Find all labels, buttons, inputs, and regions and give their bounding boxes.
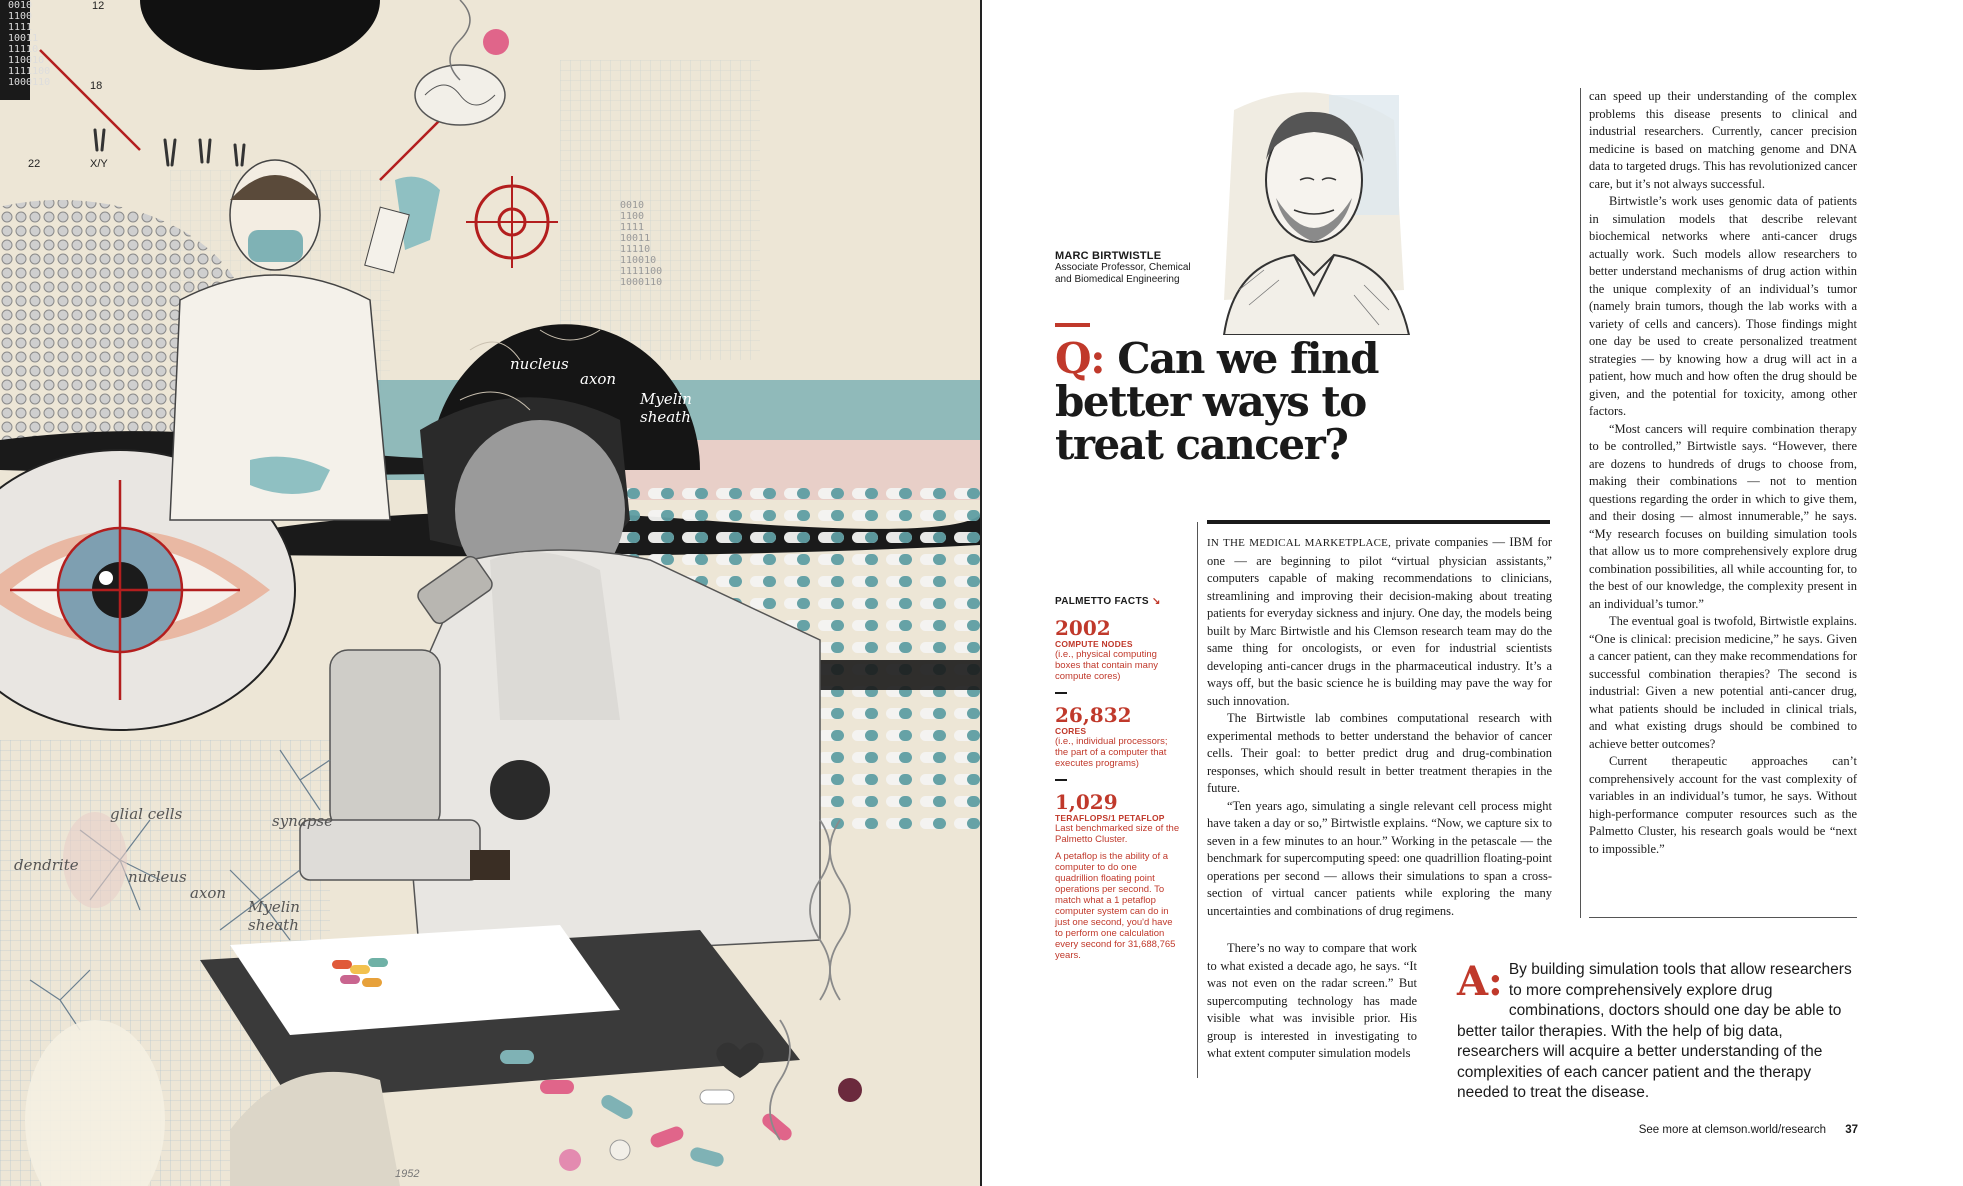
article-column-2 <box>1589 88 1857 858</box>
footer-link[interactable]: See more at clemson.world/research <box>1638 1124 1826 1136</box>
article-paragraph: Current therapeutic approaches can’t comprehensively account for the vast complexity of variables in an individual’s tumor, he says. Without high-performance computer resources such as the Palmetto Cluster, his research goals would be “next to impossible.” <box>1589 754 1857 856</box>
stamp-year: 1952 <box>395 1168 420 1180</box>
article-paragraph: Birtwistle’s work uses genomic data of patients in simulation models that describe relevant biochemical networks where anti-cancer drugs actually work. Such models allow researchers to better understand mechanisms of drug action within the unique complexity of an individual’s tumor (namely brain tumors, though the lab works with a variety of cells and cancers). Those findings might one day be used to create personalized treatment strategies — by knowing how a drug will act in a patient, how much and how often the drug should be given, and the potential for toxicity, among other factors. <box>1589 194 1857 418</box>
page-number: 37 <box>1845 1124 1858 1136</box>
fact-divider <box>1055 779 1067 781</box>
label-glial-cells: glial cells <box>110 805 183 823</box>
article-paragraph: can speed up their understanding of the complex problems this disease presents to clinical and industrial researchers. Currently, cancer precision medicine is based on matching genome and DNA data to targeted drugs. This has revolutionized cancer care, but it’s not always successful. <box>1589 89 1857 191</box>
binary-strip: 0010 1100 1111 10011 11110 110010 1111100 1000110 <box>8 0 51 88</box>
question-marker: Q: <box>1055 334 1105 383</box>
article-paragraph <box>1207 534 1552 710</box>
article-paragraph: The eventual goal is twofold, Birtwistle explains. “One is clinical: precision medicine,” he says. Given a cancer patient, can they make recommendations for successful combination therapies? The second is industrial: Given a new potential anti-cancer drug, what patients should be included in clinical trials, and what existing drugs should be combined to achieve better outcomes? <box>1589 614 1857 751</box>
fact-unit: COMPUTE NODES <box>1055 639 1133 649</box>
article-paragraph: There’s no way to compare that work to what existed a decade ago, he says. “It was not even on the radar screen.” But supercomputing technology has made visible what was invisible prior. His group is interested in investigating to what extent computer simulation models <box>1207 941 1417 1060</box>
article-page <box>982 0 1963 1186</box>
headline-accent-rule <box>1055 323 1090 327</box>
profile-title: Associate Professor, Chemical and Biomedical Engineering <box>1055 262 1191 285</box>
fact-item <box>1055 617 1180 682</box>
article-paragraph-text: private companies — IBM for one — are beginning to pilot “virtual physician assistants,” computers capable of making recommendations to clinicians, streamlining and improving their decision-making about treating patients for everyday sickness and injury. One day, the models being built by Marc Birtwistle and his Clemson research team may do the same thing for oncologists, or even for industrial scientists developing anti-cancer drugs in the pharmaceutical industry. It’s a ways off, but the basic science he is building may pave the way for such innovation. <box>1207 535 1553 708</box>
fact-item <box>1055 704 1180 769</box>
profile-name: MARC BIRTWISTLE <box>1055 250 1162 262</box>
page-footer <box>1402 1124 1858 1136</box>
fact-description: (i.e., individual processors; the part of a computer that executes programs) <box>1055 736 1168 769</box>
article-column-1 <box>1207 534 1552 920</box>
article-paragraph: The Birtwistle lab combines computational research with experimental methods to better understand the behavior of cancer cells. Their goal: to better predict drug and drug-combination responses, which should result in better treatment therapies in the future. <box>1207 711 1552 795</box>
article-paragraph: “Most cancers will require combination therapy to be controlled,” Birtwistle says. “However, there are dozens to hundreds of drugs to choose from, making their combinations — not to mention questions regarding the order in which to give them, and their dosing — almost innumerable,” he says. “My research focuses on building simulation tools that allow us to more comprehensively explore drug combination possibilities, all while accounting for, to the best of our knowledge, the complexity present in an individual’s tumor.” <box>1589 421 1857 611</box>
fact-number: 2002 <box>1055 616 1111 640</box>
label-myelin-sheath-lower: Myelin sheath <box>248 898 300 934</box>
profile-caption <box>1055 250 1205 286</box>
page-title <box>1055 334 1415 469</box>
fact-description: (i.e., physical computing boxes that contain many compute cores) <box>1055 649 1158 682</box>
fact-number: 26,832 <box>1055 703 1132 727</box>
fact-description: Last benchmarked size of the Palmetto Cluster. <box>1055 823 1180 845</box>
column-bottom-rule <box>1589 917 1857 918</box>
label-synapse: synapse <box>272 812 333 830</box>
answer-block <box>1457 960 1862 1104</box>
label-dendrite: dendrite <box>14 856 79 874</box>
cover-illustration <box>0 0 980 1186</box>
fact-divider <box>1055 692 1067 694</box>
article-lead-in: IN THE MEDICAL MARKETPLACE, <box>1207 537 1392 549</box>
label-axon: axon <box>580 370 617 388</box>
facts-heading <box>1055 596 1180 607</box>
chromosome-number: X/Y <box>90 158 108 170</box>
column-side-rule <box>1580 88 1581 918</box>
binary-block: 0010 1100 1111 10011 11110 110010 1111100 1000110 <box>620 200 663 288</box>
label-nucleus: nucleus <box>510 355 569 373</box>
collage-artwork <box>0 0 980 1186</box>
portrait-illustration <box>1204 80 1424 335</box>
headline-text: Can we find better ways to treat cancer? <box>1055 334 1378 469</box>
column-side-rule <box>1197 522 1198 1078</box>
fact-unit: CORES <box>1055 726 1087 736</box>
arrow-down-right-icon: ↘ <box>1151 596 1161 607</box>
petaflop-explainer: A petaflop is the ability of a computer to do one quadrillion floating point operations per second. To match what a 1 petaflop computer system can do in just one second, you'd have to perform one calculation every second for 31,688,765 years. <box>1055 851 1176 961</box>
fact-unit: TERAFLOPS/1 PETAFLOP <box>1055 813 1165 823</box>
label-nucleus-lower: nucleus <box>128 868 187 886</box>
chromosome-number: 18 <box>90 80 103 92</box>
label-myelin-sheath: Myelin sheath <box>640 390 692 426</box>
fact-number: 1,029 <box>1055 790 1118 814</box>
palmetto-facts-sidebar <box>1055 596 1180 961</box>
facts-heading-text: PALMETTO FACTS <box>1055 596 1149 607</box>
article-paragraph: “Ten years ago, simulating a single relevant cell process might have taken a day or so,” Birtwistle explains. “Now, we capture six to seven in a few minutes to an hour.” Working in the petascale — the benchmark for supercomputing speed: one quadrillion floating-point operations per second — allows their simulations to span a cross-section of virtual cancer patients while exploring the many uncertainties and combinations of drug regimens. <box>1207 798 1552 918</box>
fact-item <box>1055 791 1180 845</box>
chromosome-number: 12 <box>92 0 105 12</box>
answer-marker: A: <box>1457 958 1503 1005</box>
chromosome-number: 22 <box>28 158 41 170</box>
label-axon-lower: axon <box>190 884 227 902</box>
article-column-1-continued <box>1207 940 1417 1063</box>
column-top-rule <box>1207 520 1550 524</box>
answer-text: By building simulation tools that allow researchers to more comprehensively explore drug combinations, doctors should one day be able to better tailor therapies. With the help of big data, researchers will acquire a better understanding of the complexities of each cancer patient and the therapy needed to treat the disease. <box>1457 961 1852 1101</box>
